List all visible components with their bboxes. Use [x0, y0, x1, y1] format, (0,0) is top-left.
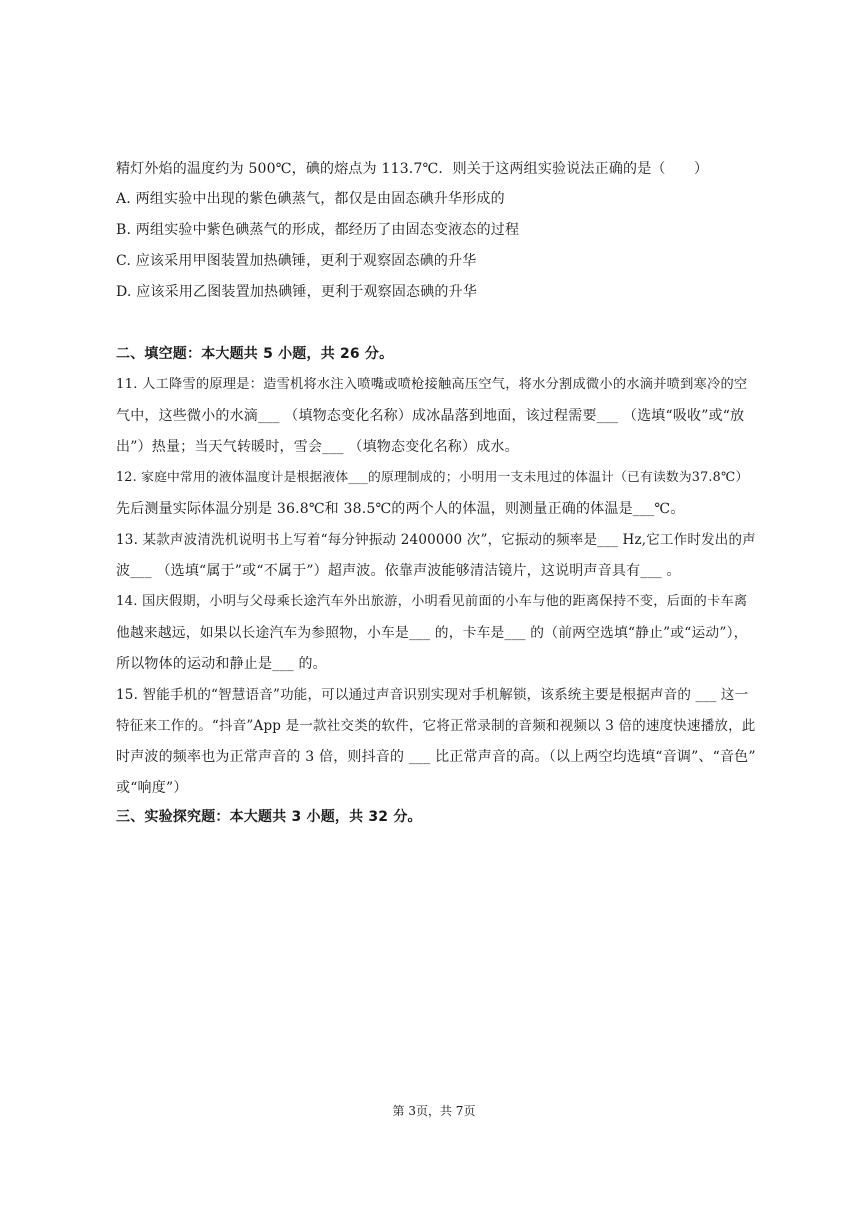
q13-line-1: 13. 某款声波清洗机说明书上写着“每分钟振动 2400000 次”，它振动的频率是___ Hz,它工作时发出的声	[116, 532, 756, 548]
page-footer: 第 3页，共 7页	[392, 1104, 476, 1118]
q11-line-2: 气中，这些微小的水滴___ （填物态变化名称）成冰晶落到地面，该过程需要___ （选填“吸收”或“放	[116, 408, 745, 424]
q12-line-2: 先后测量实际体温分别是 36.8℃和 38.5℃的两个人的体温，则测量正确的体温是___℃。	[116, 501, 685, 517]
q15-line-1: 15. 智能手机的“智慧语音”功能，可以通过声音识别实现对手机解锁，该系统主要是根据声音的 ___ 这一	[116, 687, 749, 703]
q10-option-d: D. 应该采用乙图装置加热碘锤，更利于观察固态碘的升华	[116, 284, 478, 300]
q10-option-c: C. 应该采用甲图装置加热碘锤，更利于观察固态碘的升华	[116, 253, 477, 269]
q12-line-1: 12. 家庭中常用的液体温度计是根据液体___的原理制成的；小明用一支未甩过的体温计（已有读数为37.8℃）	[116, 470, 749, 485]
q14-line-2: 他越来越远，如果以长途汽车为参照物，小车是___ 的，卡车是___ 的（前两空选填“静止”或“运动”），	[116, 625, 748, 641]
q15-line-4: 或“响度”）	[116, 780, 188, 796]
q10-option-a: A. 两组实验中出现的紫色碘蒸气，都仅是由固态碘升华形成的	[116, 191, 505, 207]
q15-line-2: 特征来工作的。“抖音”App 是一款社交类的软件，它将正常录制的音频和视频以 3 倍的速度快速播放，此	[116, 718, 756, 734]
q13-line-2: 波___ （选填“属于”或“不属于”）超声波。依靠声波能够清洁镜片，这说明声音具有___ 。	[116, 563, 681, 579]
q14-line-3: 所以物体的运动和静止是___ 的。	[116, 656, 327, 672]
q11-line-1: 11. 人工降雪的原理是：造雪机将水注入喷嘴或喷枪接触高压空气，将水分割成微小的水滴并喷到寒冷的空	[116, 377, 748, 392]
q10-stem-tail: 精灯外焰的温度约为 500℃，碘的熔点为 113.7℃．则关于这两组实验说法正确的是（ ）	[116, 161, 709, 177]
q14-line-1: 14. 国庆假期，小明与父母乘长途汽车外出旅游，小明看见前面的小车与他的距离保持不变，后面的卡车离	[116, 594, 748, 609]
section-3-heading: 三、实验探究题：本大题共 3 小题，共 32 分。	[116, 809, 422, 825]
q11-line-3: 出”）热量；当天气转暖时，雪会___ （填物态变化名称）成水。	[116, 439, 519, 455]
q10-option-b: B. 两组实验中紫色碘蒸气的形成，都经历了由固态变液态的过程	[116, 222, 520, 238]
section-2-heading: 二、填空题：本大题共 5 小题，共 26 分。	[116, 346, 394, 362]
q15-line-3: 时声波的频率也为正常声音的 3 倍，则抖音的 ___ 比正常声音的高。（以上两空均选填“音调”、“音色”	[116, 749, 756, 765]
